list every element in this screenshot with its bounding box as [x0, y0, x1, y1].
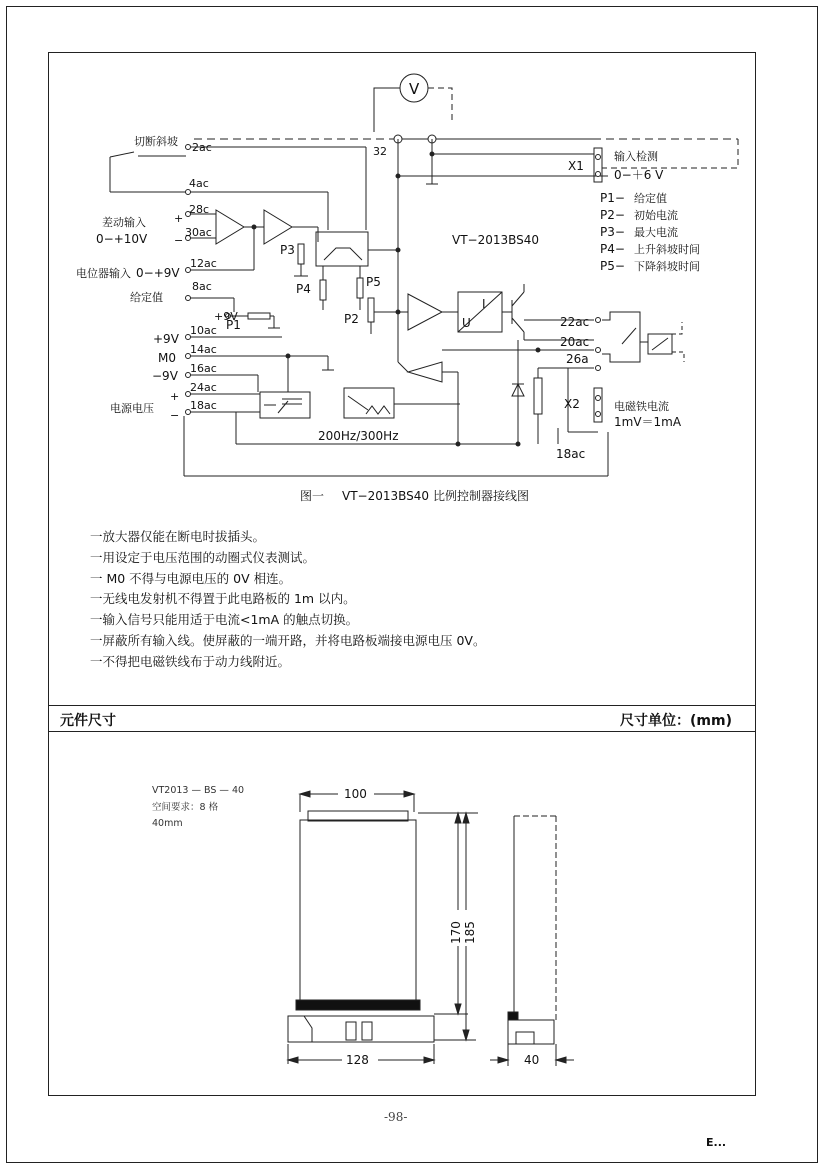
legend-p2-text: 初始电流 [634, 209, 678, 222]
pin-20ac: 20ac [560, 335, 590, 349]
pin-22ac: 22ac [560, 315, 590, 329]
usage-notes [90, 527, 485, 673]
note-item: 一无线电发射机不得置于此电路板的 1m 以内。 [90, 591, 356, 607]
pin-10ac: 10ac [190, 324, 217, 337]
dim-height-170: 170 [449, 921, 463, 944]
sign-minus-supply: − [170, 409, 180, 422]
label-pot-input: 电位器输入 [76, 267, 131, 280]
note-item: 一 M0 不得与电源电压的 0V 相连。 [90, 570, 292, 586]
dim-height-185: 185 [463, 921, 477, 944]
module-front-body [300, 820, 416, 1006]
legend-p1-text: 给定值 [634, 192, 667, 205]
dim-model: VT2013 — BS — 40 [152, 785, 245, 796]
label-diff-range: 0−+10V [96, 232, 148, 246]
label-plus9v: +9V [153, 332, 179, 346]
pin-28c: 28c [189, 203, 210, 216]
note-item: 一放大器仅能在断电时拔插头。 [90, 529, 266, 544]
legend-p3-key: P3− [600, 225, 625, 239]
label-freq: 200Hz/300Hz [318, 429, 399, 443]
dim-space-size: 40mm [152, 818, 183, 829]
dim-depth: 128 [346, 1053, 369, 1067]
sign-plus-supply: + [170, 390, 180, 403]
pin-14ac: 14ac [190, 343, 217, 356]
label-amp-u: U [462, 316, 471, 330]
label-p4: P4 [296, 282, 311, 296]
label-x2: X2 [564, 397, 580, 411]
label-model: VT−2013BS40 [452, 233, 540, 247]
pin-8ac: 8ac [192, 280, 212, 293]
label-input-check: 输入检测 [614, 150, 658, 163]
legend-p3-text: 最大电流 [634, 226, 678, 239]
label-input-check-range: 0−＋6 V [614, 168, 664, 182]
section-unit: 尺寸单位：(mm) [620, 713, 732, 729]
wiring-diagram [48, 52, 756, 512]
legend-p2-key: P2− [600, 208, 625, 222]
label-setpoint: 给定值 [130, 291, 163, 304]
label-p5: P5 [366, 275, 381, 289]
label-pot-range: 0−+9V [136, 266, 180, 280]
caption-prefix: 图一 [300, 489, 325, 503]
pin-24ac: 24ac [190, 381, 217, 394]
label-node32: 32 [373, 145, 387, 158]
label-minus9v: −9V [152, 369, 178, 383]
label-plus9v-p1: +9V [214, 310, 238, 323]
caption-text: 比例控制器接线图 [433, 489, 530, 503]
section-header [48, 705, 756, 732]
pin-12ac: 12ac [190, 257, 217, 270]
corner-mark: E... [706, 1136, 727, 1149]
pin-30ac: 30ac [185, 226, 212, 239]
label-p3: P3 [280, 243, 295, 257]
label-coil-ratio: 1mV＝1mA [614, 415, 682, 429]
note-item: 一输入信号只能用适于电流<1mA 的触点切换。 [90, 612, 359, 628]
dim-width-top: 100 [344, 787, 367, 801]
pin-4ac: 4ac [189, 177, 209, 190]
caption-model: VT−2013BS40 [342, 489, 430, 503]
sign-minus: − [174, 234, 184, 247]
legend-p4-text: 上升斜坡时间 [634, 243, 700, 256]
note-item: 一不得把电磁铁线布于动力线附近。 [90, 653, 291, 669]
note-item: 一用设定于电压范围的动圈式仪表测试。 [90, 549, 316, 565]
legend-p1-key: P1− [600, 191, 625, 205]
label-amp-i: I [482, 297, 486, 311]
legend-p5-key: P5− [600, 259, 625, 273]
legend-p4-key: P4− [600, 242, 625, 256]
legend-p5-text: 下降斜坡时间 [634, 260, 700, 273]
label-p1: P1 [226, 318, 241, 332]
label-supply: 电源电压 [110, 402, 154, 415]
dim-space: 空间要求：8 格 [152, 802, 219, 813]
label-x1: X1 [568, 159, 584, 173]
label-diff-input: 差动输入 [102, 216, 146, 229]
label-voltmeter: V [409, 80, 420, 98]
pin-26a: 26a [566, 352, 589, 366]
section-title: 元件尺寸 [60, 713, 116, 729]
pin-18ac-right: 18ac [556, 447, 586, 461]
pin-2ac: 2ac [192, 141, 212, 154]
pin-18ac: 18ac [190, 399, 217, 412]
label-m0: M0 [158, 351, 176, 365]
dimension-drawing [48, 732, 756, 1094]
pin-16ac: 16ac [190, 362, 217, 375]
page-number: -98- [384, 1110, 408, 1124]
label-coil-current: 电磁铁电流 [614, 400, 669, 413]
label-ramp-cut: 切断斜坡 [134, 135, 178, 148]
label-p2: P2 [344, 312, 359, 326]
note-item: 一屏蔽所有输入线。使屏蔽的一端开路，并将电路板端接电源电压 0V。 [90, 632, 486, 648]
dim-side-width: 40 [524, 1053, 540, 1067]
sign-plus: + [174, 212, 184, 225]
